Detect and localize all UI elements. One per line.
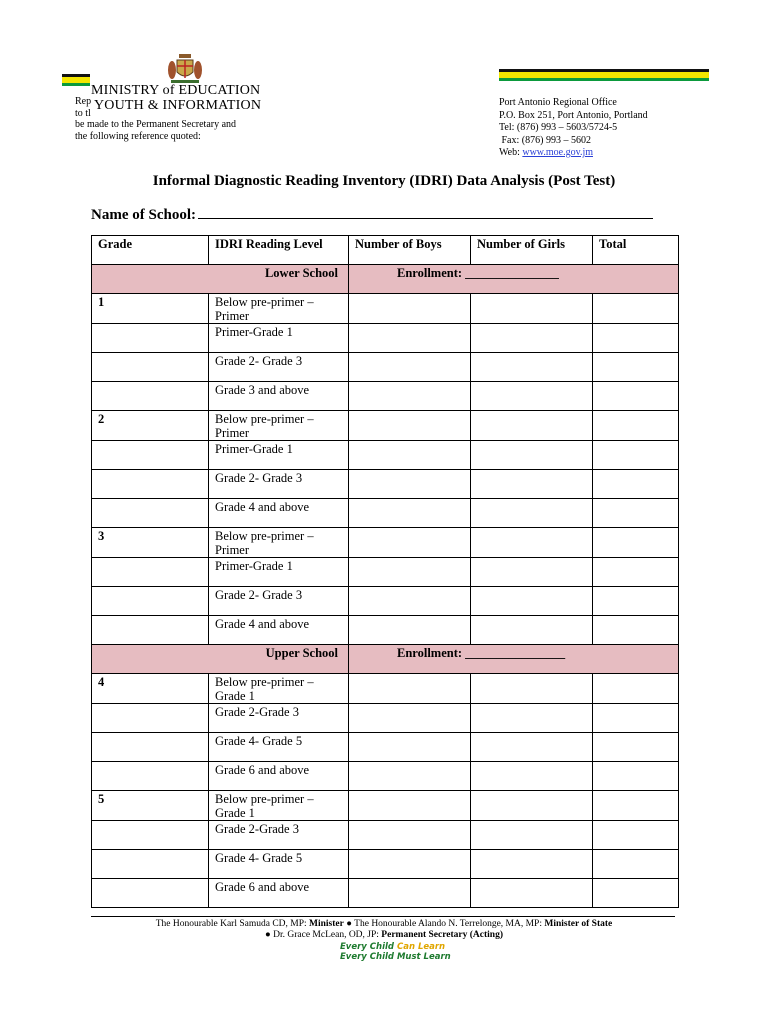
- total-input-cell[interactable]: [593, 353, 679, 382]
- boys-input-cell[interactable]: [349, 791, 471, 821]
- grade-cell: [92, 762, 209, 791]
- reading-level-cell: Grade 2- Grade 3: [209, 353, 349, 382]
- school-name-label: Name of School:: [91, 207, 196, 223]
- grade-cell: 5: [92, 791, 209, 821]
- table-row: [92, 441, 679, 470]
- total-input-cell[interactable]: [593, 821, 679, 850]
- girls-input-cell[interactable]: [471, 528, 593, 558]
- reading-level-cell: Primer-Grade 1: [209, 441, 349, 470]
- school-name-field[interactable]: [198, 204, 653, 219]
- section-enrollment: Enrollment: _______________: [349, 265, 679, 294]
- total-input-cell[interactable]: [593, 499, 679, 528]
- reading-level-cell: Grade 4- Grade 5: [209, 850, 349, 879]
- office-tel: Tel: (876) 993 – 5603/5724-5: [499, 122, 618, 133]
- reading-level-cell: Grade 6 and above: [209, 762, 349, 791]
- grade-cell: 2: [92, 411, 209, 441]
- girls-input-cell[interactable]: [471, 879, 593, 908]
- section-title: Lower School: [92, 265, 349, 294]
- office-web: [499, 147, 648, 160]
- table-row: [92, 821, 679, 850]
- reading-level-cell: Below pre-primer – Grade 1: [209, 791, 349, 821]
- girls-input-cell[interactable]: [471, 411, 593, 441]
- total-input-cell[interactable]: [593, 733, 679, 762]
- grade-cell: [92, 879, 209, 908]
- grade-cell: [92, 616, 209, 645]
- reading-level-cell: Grade 2-Grade 3: [209, 821, 349, 850]
- lower-school-section-row: [92, 265, 679, 294]
- girls-input-cell[interactable]: [471, 762, 593, 791]
- reading-level-cell: Below pre-primer – Grade 1: [209, 674, 349, 704]
- boys-input-cell[interactable]: [349, 674, 471, 704]
- boys-input-cell[interactable]: [349, 850, 471, 879]
- grade-cell: [92, 821, 209, 850]
- table-row: [92, 587, 679, 616]
- total-input-cell[interactable]: [593, 382, 679, 411]
- col-header-reading-level: IDRI Reading Level: [209, 236, 349, 265]
- col-header-total: Total: [593, 236, 679, 265]
- regional-office-block: [499, 97, 648, 158]
- grade-cell: [92, 441, 209, 470]
- ministry-line-1: MINISTRY of EDUCATION: [91, 83, 261, 98]
- table-row: [92, 499, 679, 528]
- document-title: Informal Diagnostic Reading Inventory (IDRI) Data Analysis (Post Test): [152, 173, 616, 189]
- girls-input-cell[interactable]: [471, 558, 593, 587]
- reading-level-cell: Below pre-primer – Primer: [209, 411, 349, 441]
- girls-input-cell[interactable]: [471, 441, 593, 470]
- boys-input-cell[interactable]: [349, 616, 471, 645]
- col-header-grade: Grade: [92, 236, 209, 265]
- reference-line: to tl: [75, 107, 91, 119]
- total-input-cell[interactable]: [593, 587, 679, 616]
- table-row: [92, 704, 679, 733]
- girls-input-cell[interactable]: [471, 470, 593, 499]
- minister-state-title: Minister of State: [544, 919, 613, 929]
- boys-input-cell[interactable]: [349, 353, 471, 382]
- reading-level-cell: Grade 2- Grade 3: [209, 587, 349, 616]
- total-input-cell[interactable]: [593, 528, 679, 558]
- boys-input-cell[interactable]: [349, 470, 471, 499]
- reading-level-cell: Grade 4 and above: [209, 499, 349, 528]
- grade-cell: 4: [92, 674, 209, 704]
- boys-input-cell[interactable]: [349, 441, 471, 470]
- table-row: [92, 791, 679, 821]
- boys-input-cell[interactable]: [349, 762, 471, 791]
- reference-line: Rep: [75, 96, 92, 107]
- girls-input-cell[interactable]: [471, 294, 593, 324]
- table-row: [92, 879, 679, 908]
- upper-school-section-row: [92, 645, 679, 674]
- table-row: [92, 762, 679, 791]
- reading-level-cell: Grade 6 and above: [209, 879, 349, 908]
- grade-cell: [92, 470, 209, 499]
- boys-input-cell[interactable]: [349, 879, 471, 908]
- table-row: [92, 353, 679, 382]
- boys-input-cell[interactable]: [349, 704, 471, 733]
- girls-input-cell[interactable]: [471, 821, 593, 850]
- perm-secretary-name: Dr. Grace McLean, OD, JP:: [270, 930, 382, 940]
- total-input-cell[interactable]: [593, 879, 679, 908]
- girls-input-cell[interactable]: [471, 616, 593, 645]
- girls-input-cell[interactable]: [471, 674, 593, 704]
- minister-name: The Honourable Karl Samuda CD, MP:: [155, 919, 310, 929]
- girls-input-cell[interactable]: [471, 324, 593, 353]
- table-row: [92, 733, 679, 762]
- table-row: [92, 470, 679, 499]
- table-header-row: [92, 236, 679, 265]
- school-name-line: [91, 204, 653, 224]
- minister-state-name: The Honourable Alando N. Terrelonge, MA, MP:: [351, 919, 545, 929]
- total-input-cell[interactable]: [593, 791, 679, 821]
- grade-cell: [92, 353, 209, 382]
- col-header-boys: Number of Boys: [349, 236, 471, 265]
- boys-input-cell[interactable]: [349, 324, 471, 353]
- grade-cell: [92, 850, 209, 879]
- reference-line: be made to the Permanent Secretary and: [75, 119, 237, 130]
- girls-input-cell[interactable]: [471, 791, 593, 821]
- footer-divider: [91, 916, 675, 917]
- total-input-cell[interactable]: [593, 762, 679, 791]
- section-title: Upper School: [92, 645, 349, 674]
- boys-input-cell[interactable]: [349, 587, 471, 616]
- table-row: [92, 294, 679, 324]
- girls-input-cell[interactable]: [471, 353, 593, 382]
- table-row: [92, 616, 679, 645]
- header-flag-stripe-right: [499, 69, 709, 81]
- total-input-cell[interactable]: [593, 294, 679, 324]
- boys-input-cell[interactable]: [349, 294, 471, 324]
- table-row: [92, 850, 679, 879]
- grade-cell: [92, 558, 209, 587]
- total-input-cell[interactable]: [593, 616, 679, 645]
- girls-input-cell[interactable]: [471, 733, 593, 762]
- grade-cell: [92, 499, 209, 528]
- idri-data-table: [91, 235, 679, 908]
- reference-note: [75, 96, 236, 142]
- footer-officials-line-1: [0, 919, 768, 929]
- slogan-line-2: Every Child Must Learn: [340, 952, 451, 962]
- boys-input-cell[interactable]: [349, 558, 471, 587]
- ministry-line-2: YOUTH & INFORMATION: [94, 98, 262, 113]
- boys-input-cell[interactable]: [349, 411, 471, 441]
- col-header-girls: Number of Girls: [471, 236, 593, 265]
- header-flag-stripe-left: [62, 74, 90, 86]
- reading-level-cell: Primer-Grade 1: [209, 558, 349, 587]
- grade-cell: 3: [92, 528, 209, 558]
- office-fax: Fax: (876) 993 – 5602: [499, 134, 591, 146]
- grade-cell: 1: [92, 294, 209, 324]
- slogan-part-1a: Every Child: [340, 942, 397, 952]
- minister-title: Minister: [309, 919, 344, 929]
- girls-input-cell[interactable]: [471, 499, 593, 528]
- total-input-cell[interactable]: [593, 324, 679, 353]
- footer-officials-line-2: [0, 930, 768, 940]
- boys-input-cell[interactable]: [349, 499, 471, 528]
- total-input-cell[interactable]: [593, 470, 679, 499]
- boys-input-cell[interactable]: [349, 528, 471, 558]
- table-row: [92, 528, 679, 558]
- reference-line: the following reference quoted:: [75, 130, 201, 142]
- total-input-cell[interactable]: [593, 704, 679, 733]
- reading-level-cell: Grade 3 and above: [209, 382, 349, 411]
- slogan-part-1b: Can Learn: [396, 942, 446, 952]
- office-web-link[interactable]: www.moe.gov.jm: [522, 147, 593, 158]
- reading-level-cell: Grade 4- Grade 5: [209, 733, 349, 762]
- total-input-cell[interactable]: [593, 674, 679, 704]
- grade-cell: [92, 704, 209, 733]
- girls-input-cell[interactable]: [471, 850, 593, 879]
- total-input-cell[interactable]: [593, 441, 679, 470]
- girls-input-cell[interactable]: [471, 704, 593, 733]
- grade-cell: [92, 733, 209, 762]
- reading-level-cell: Below pre-primer – Primer: [209, 294, 349, 324]
- table-row: [92, 674, 679, 704]
- bullet-icon: ●: [346, 919, 352, 929]
- total-input-cell[interactable]: [593, 558, 679, 587]
- girls-input-cell[interactable]: [471, 587, 593, 616]
- section-enrollment: Enrollment: ________________: [349, 645, 679, 674]
- girls-input-cell[interactable]: [471, 382, 593, 411]
- office-web-label: Web:: [499, 147, 523, 158]
- boys-input-cell[interactable]: [349, 821, 471, 850]
- table-row: [92, 558, 679, 587]
- bullet-icon: ●: [265, 930, 271, 940]
- reading-level-cell: Below pre-primer – Primer: [209, 528, 349, 558]
- perm-secretary-title: Permanent Secretary (Acting): [381, 930, 503, 940]
- grade-cell: [92, 324, 209, 353]
- reading-level-cell: Grade 2-Grade 3: [209, 704, 349, 733]
- table-row: [92, 324, 679, 353]
- reading-level-cell: Grade 2- Grade 3: [209, 470, 349, 499]
- table-row: [92, 382, 679, 411]
- grade-cell: [92, 382, 209, 411]
- reading-level-cell: Grade 4 and above: [209, 616, 349, 645]
- total-input-cell[interactable]: [593, 411, 679, 441]
- boys-input-cell[interactable]: [349, 382, 471, 411]
- grade-cell: [92, 587, 209, 616]
- reading-level-cell: Primer-Grade 1: [209, 324, 349, 353]
- office-address: P.O. Box 251, Port Antonio, Portland: [499, 109, 648, 121]
- boys-input-cell[interactable]: [349, 733, 471, 762]
- table-row: [92, 411, 679, 441]
- coat-of-arms-icon: [165, 52, 205, 86]
- total-input-cell[interactable]: [593, 850, 679, 879]
- slogan-logo: [340, 942, 451, 962]
- office-name: Port Antonio Regional Office: [499, 97, 617, 108]
